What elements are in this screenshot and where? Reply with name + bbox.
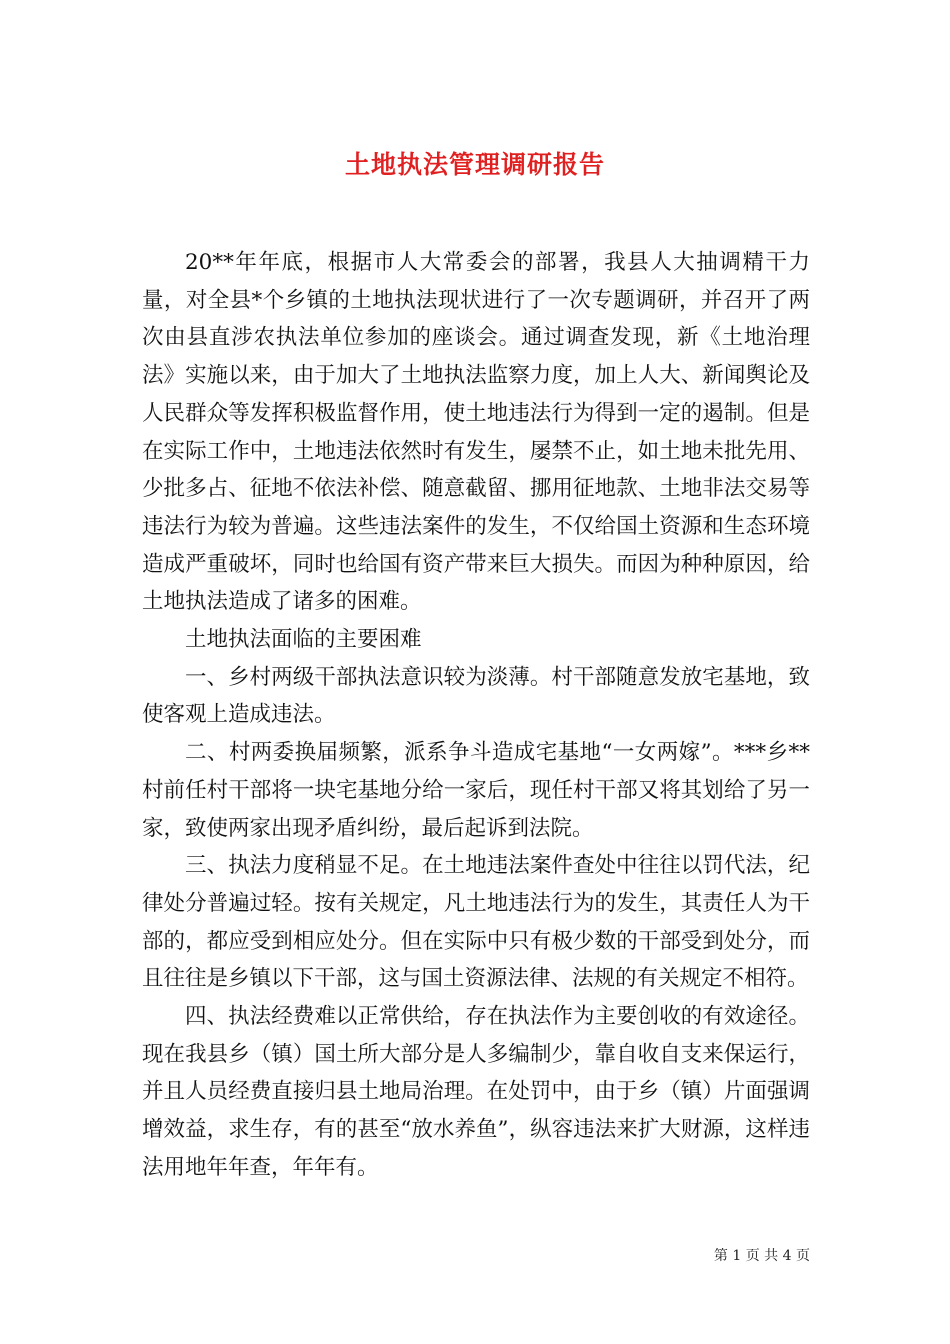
paragraph-point-4: 四、执法经费难以正常供给，存在执法作为主要创收的有效途径。现在我县乡（镇）国土所大部分是人多编制少，靠自收自支来保运行，并且人员经费直接归县土地局治理。在处罚中，由于乡（镇）片面强调增效益，求生存，有的甚至“放水养鱼”，纵容违法来扩大财源，这样违法用地年年查，年年有。 — [142, 1004, 810, 1180]
document-title: 土地执法管理调研报告 — [344, 149, 605, 179]
paragraph-point-1: 一、乡村两级干部执法意识较为淡薄。村干部随意发放宅基地，致使客观上造成违法。 — [142, 664, 810, 728]
paragraph-point-2: 二、村两委换届频繁，派系争斗造成宅基地“一女两嫁”。***乡**村前任村干部将一块宅基地分给一家后，现任村干部又将其划给了另一家，致使两家出现矛盾纠纷，最后起诉到法院。 — [142, 740, 810, 841]
section-heading: 土地执法面临的主要困难 — [185, 627, 422, 653]
paragraph-point-3: 三、执法力度稍显不足。在土地违法案件查处中往往以罚代法，纪律处分普遍过轻。按有关规定，凡土地违法行为的发生，其责任人为干部的，都应受到相应处分。但在实际中只有极少数的干部受到处分，而且往往是乡镇以下干部，这与国土资源法律、法规的有关规定不相符。 — [142, 853, 810, 992]
paragraph-intro: 20**年年底，根据市人大常委会的部署，我县人大抽调精干力量，对全县*个乡镇的土地执法现状进行了一次专题调研，并召开了两次由县直涉农执法单位参加的座谈会。通过调查发现，新《土地治理法》实施以来，由于加大了土地执法监察力度，加上人大、新闻舆论及人民群众等发挥积极监督作用，使土地违法行为得到一定的遏制。但是在实际工作中，土地违法依然时有发生，屡禁不止，如土地未批先用、少批多占、征地不依法补偿、随意截留、挪用征地款、土地非法交易等违法行为较为普遍。这些违法案件的发生，不仅给国土资源和生态环境造成严重破坏，同时也给国有资产带来巨大损失。而因为种种原因，给土地执法造成了诸多的困难。 — [142, 250, 810, 615]
document-body — [142, 244, 810, 1187]
page-number: 第 1 页 共 4 页 — [713, 1248, 810, 1264]
